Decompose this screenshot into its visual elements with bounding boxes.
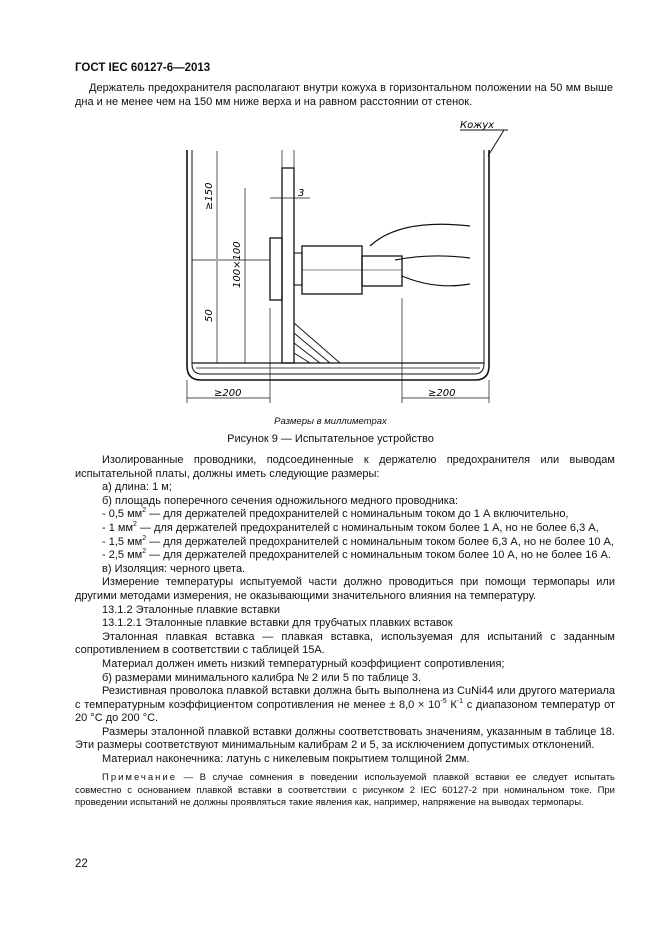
section-heading: 13.1.2.1 Эталонные плавкие вставки для трубчатых плавких вставок [102,617,453,630]
paragraph: а) длина: 1 м; [102,481,172,494]
list-item: - 1,5 $мм^2$ — для держателей предохранителей с номинальным током более 6,3 А, но не более 10 А, [102,534,614,548]
wire-upper [370,224,470,246]
intro-paragraph: Держатель предохранителя располагают внутри кожуха в горизонтальном положении на 50 мм выше дна и не менее чем на 150 мм ниже верха и на равном расстоянии от стенок. [75,82,613,108]
list-item: - 0,5 $мм^2$ — для держателей предохранителей с номинальным током до 1 А включительно, [102,507,569,521]
paragraph: Материал должен иметь низкий температурный коэффициент сопротивления; [102,657,505,670]
paragraph: Эталонная плавкая вставка — плавкая вставка, используемая для испытаний с заданным сопротивлением в соответствии с таблицей 15А. [75,630,615,657]
wire-lower [402,276,470,286]
dim-200-right-label: ≥200 [428,388,456,399]
paragraph: б) площадь поперечного сечения одножильного медного проводника: [102,494,459,507]
casing-label: Кожух [460,120,495,131]
page-number: 22 [75,858,88,870]
main-text [75,454,615,767]
fuse-holder-flange [270,238,282,300]
paragraph: в) Изоляция: черного цвета. [102,562,246,575]
test-device-figure [170,118,510,408]
dim-150-label: ≥150 [204,182,215,210]
dim-100-label: 100×100 [232,241,243,288]
list-item: - 1 $мм^2$ — для держателей предохранителей с номинальным током более 1 А, но не более 6,3 А, [102,520,599,534]
dim-50-label: 50 [204,309,215,322]
fuse-holder-cap [362,256,402,286]
figure-caption: Рисунок 9 — Испытательное устройство [227,433,434,445]
paragraph: Резистивная проволока плавкой вставки должна быть выполнена из CuNi44 или другого материала с температурным коэффициентом сопротивления не менее ± $8,0 \times 10^{-5}$ $К^{-1}$ с диапазоном температур от 20 °C до 200 °C. [75,685,616,725]
paragraph: Изолированные проводники, подсоединенные к держателю предохранителя или выводам испытательной платы, должны иметь следующие размеры: [75,454,615,480]
paragraph: Размеры эталонной плавкой вставки должны соответствовать значениям, указанным в таблице 18. Эти размеры соответствуют минимальным калибрам 2 и 5, за исключением допустимых отклонений. [75,725,615,752]
paragraph: б) размерами минимального калибра № 2 или 5 по таблице 3. [102,671,422,684]
wire-middle [395,256,470,260]
document-header: ГОСТ IEC 60127-6—2013 [75,62,211,74]
paragraph: Материал наконечника: латунь с никелевым покрытием толщиной 2мм. [102,753,470,766]
section-heading: 13.1.2 Эталонные плавкие вставки [102,603,280,616]
dim-200-left-label: ≥200 [214,388,242,399]
paragraph: Измерение температуры испытуемой части должно проводиться при помощи термопары или другими методами измерения, не оказывающими значительного влияния на температуру. [75,576,615,602]
list-item: - 2,5 $мм^2$ — для держателей предохранителей с номинальным током более 10 А, но не более 16 А. [102,548,611,562]
test-board-plate [282,168,294,363]
units-caption: Размеры в миллиметрах [274,416,387,427]
note: Примечание — В случае сомнения в поведении используемой плавкой вставки ее следует испытать совместно с основанием плавкой вставки в соответствии с рисунком 2 IEC 60127-2 при номинальном токе. При проведении испытаний не должны проявляться такие явления как, например, напряжение на выводах термопары. [75,772,615,809]
dim-3-label: 3 [298,188,305,199]
